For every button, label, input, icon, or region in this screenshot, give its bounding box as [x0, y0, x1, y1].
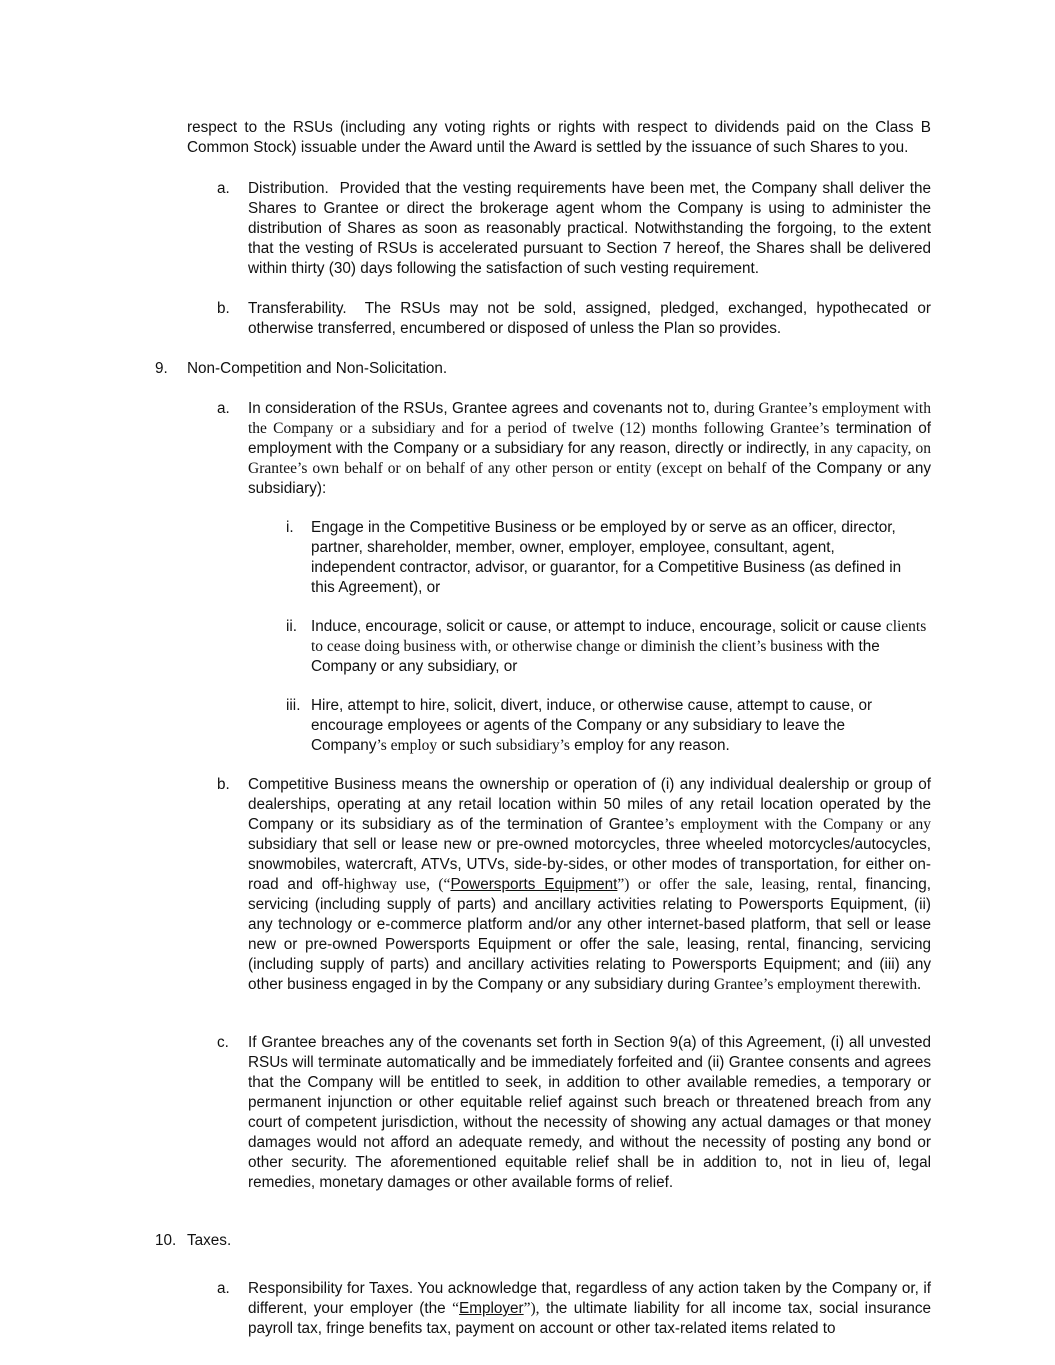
cb-part7: Grantee’s employment therewith.	[714, 976, 922, 993]
item-8b-transferability	[248, 299, 931, 339]
subitem-ii-label: ii.	[286, 618, 298, 635]
employer-defined-term: Employer	[459, 1300, 524, 1317]
item-10a-label: a.	[217, 1280, 230, 1297]
distribution-text: Provided that the vesting requirements have been met, the Company shall deliver the Shares to Grantee or direct the brokerage agent whom the Company is using to administer the distribution of Shares as soon as reasonably practical. Notwithstanding the forgoing, to the extent that the vesting of RSUs is accelerated pursuant to Section 7 hereof, the Shares shall be delivered within thirty (30) days following the satisfaction of such vesting requirement.	[248, 180, 931, 277]
subitem-iii-part3: or such	[441, 737, 492, 754]
taxes-part3: ”),	[523, 1300, 540, 1317]
subitem-ii-part1: Induce, encourage, solicit or cause, or attempt to induce, encourage, solicit or cause	[311, 618, 882, 635]
section-10-title: Taxes.	[187, 1232, 232, 1249]
section-9-number: 9.	[155, 360, 168, 377]
item-8a-distribution	[248, 179, 931, 279]
taxes-part4: the ultimate liability for all income tax, social insurance payroll tax, fringe benefits tax, payment on account or other tax-related items related to	[248, 1300, 932, 1337]
subitem-ii-part2: clients to cease doing business with, or otherwise change or diminish the client’s business	[311, 618, 927, 655]
item-9c-label: c.	[217, 1034, 229, 1051]
subitem-ii-text	[311, 617, 936, 677]
subitem-iii-part2: ’s employ	[376, 737, 438, 754]
taxes-part2: “	[452, 1300, 460, 1317]
subitem-iii-part5: employ for any reason.	[574, 737, 730, 754]
cb-part2: ’s employment with the Company or any	[664, 816, 931, 833]
cb-part4: highway use, (“	[343, 876, 451, 893]
cb-part6: financing, servicing (including supply of parts) and ancillary activities relating to Powersports Equipment, (ii) any technology or e-commerce platform and/or any other internet-based platform, that sell or lease new or pre-owned Powersports Equipment or offer the sale, leasing, rental, financing, servicing (including supply of parts) and ancillary activities relating to Powersports Equipment; and (iii) any other business engaged in by the Company or any subsidiary during	[248, 876, 931, 993]
subitem-ii-part3: with the Company or any subsidiary, or	[311, 638, 880, 675]
item-9a-label: a.	[217, 400, 230, 417]
cb-part1: Competitive Business means the ownership or operation of (i) any individual dealership or group of dealerships, operating at any retail location within 50 miles of any retail location operated by the Company or its subsidiary as of the termination of Grantee	[248, 776, 931, 833]
item-10a-responsibility	[248, 1279, 931, 1339]
item-9b-competitive-business	[248, 775, 931, 995]
section-10-number: 10.	[155, 1232, 177, 1249]
transferability-title: Transferability.	[248, 300, 347, 317]
subitem-iii-text	[311, 696, 896, 756]
subitem-iii-part1: Hire, attempt to hire, solicit, divert, induce, or otherwise cause, attempt to cause, or encourage employees or agents of the Company or any subsidiary to leave the Company	[311, 697, 873, 754]
subitem-iii-label: iii.	[286, 697, 301, 714]
cb-part5: ”) or offer the sale, leasing, rental,	[617, 876, 857, 893]
transferability-text: The RSUs may not be sold, assigned, pledged, exchanged, hypothecated or otherwise transferred, encumbered or disposed of unless the Plan so provides.	[248, 300, 931, 337]
covenant-part1: In consideration of the RSUs, Grantee agrees and covenants not to,	[248, 400, 710, 417]
section-9-title: Non-Competition and Non-Solicitation.	[187, 360, 448, 377]
subitem-iii-part4: subsidiary’s	[495, 737, 570, 754]
item-9c-remedies: If Grantee breaches any of the covenants set forth in Section 9(a) of this Agreement, (i) all unvested RSUs will terminate automatically and be immediately forfeited and (ii) Grantee consents and agrees that the Company will be entitled to seek, in addition to other available remedies, a temporary or permanent injunction or other equitable relief against such breach or threatened breach from any court of competent jurisdiction, without the necessity of showing any actual damages or that money damages would not afford an adequate remedy, and without the necessity of posting any bond or other security. The aforementioned equitable relief shall be in addition to, not in lieu of, legal remedies, monetary damages or other available forms of relief.	[248, 1034, 931, 1191]
powersports-defined-term: Powersports Equipment	[450, 876, 618, 893]
covenant-part2: during Grantee’s employment with the Company or a subsidiary and for a period of twelve (12) months following Grantee’s	[248, 400, 931, 437]
covenant-part5: of the Company or any subsidiary):	[248, 460, 931, 497]
taxes-part1: Responsibility for Taxes. You acknowledge that, regardless of any action taken by the Company or, if different, your employer (the	[248, 1280, 931, 1317]
item-9a-covenant	[248, 399, 931, 499]
subitem-i-text: Engage in the Competitive Business or be employed by or serve as an officer, director, partner, shareholder, member, owner, employer, employee, consultant, agent, independent contractor, advisor, or guarantor, for a Competitive Business (as defined in this Agreement), or	[311, 519, 902, 596]
cb-part3: subsidiary that sell or lease new or pre-owned motorcycles, three wheeled motorcycles/autocycles, snowmobiles, watercraft, ATVs, UTVs, side-by-sides, or other modes of transportation, for either on-road and off-	[248, 836, 931, 893]
item-8a-label: a.	[217, 180, 230, 197]
covenant-part3: termination of employment with the Company or a subsidiary for any reason, directly or indirectly,	[248, 420, 932, 457]
subitem-i-label: i.	[286, 519, 294, 536]
distribution-title: Distribution.	[248, 180, 329, 197]
intro-paragraph: respect to the RSUs (including any voting rights or rights with respect to dividends paid on the Class B Common Stock) issuable under the Award until the Award is settled by the issuance of such Shares to you.	[187, 119, 931, 156]
item-9b-label: b.	[217, 776, 230, 793]
covenant-part4: in any capacity, on Grantee’s own behalf or on behalf of any other person or entity (except on behalf	[248, 440, 932, 477]
item-8b-label: b.	[217, 300, 230, 317]
